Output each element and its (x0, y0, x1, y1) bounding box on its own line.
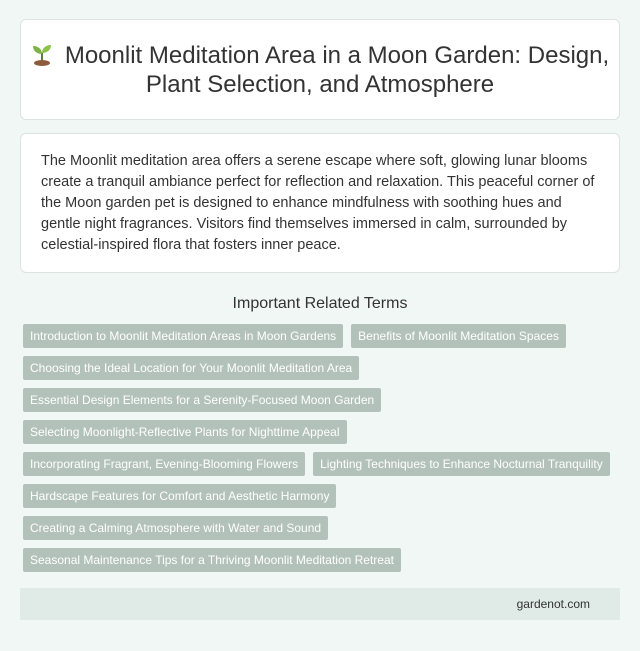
term-tag[interactable]: Incorporating Fragrant, Evening-Blooming Flowers (23, 452, 305, 476)
term-tag[interactable]: Introduction to Moonlit Meditation Areas in Moon Gardens (23, 324, 343, 348)
intro-card (20, 133, 620, 273)
term-tag[interactable]: Seasonal Maintenance Tips for a Thriving Moonlit Meditation Retreat (23, 548, 401, 572)
term-tag[interactable]: Essential Design Elements for a Serenity-Focused Moon Garden (23, 388, 381, 412)
page-title (21, 41, 619, 99)
term-tag[interactable]: Hardscape Features for Comfort and Aesthetic Harmony (23, 484, 336, 508)
related-terms-list (20, 324, 620, 572)
term-tag[interactable]: Creating a Calming Atmosphere with Water and Sound (23, 516, 328, 540)
header-card (20, 19, 620, 120)
footer-site-link[interactable]: gardenot.com (516, 597, 590, 611)
intro-text: The Moonlit meditation area offers a serene escape where soft, glowing lunar blooms create a tranquil ambiance perfect for reflection and relaxation. This peaceful corner of the Moon garden pet is designed to enhance mindfulness with soothing hues and gentle night fragrances. Visitors find themselves immersed in calm, surrounded by celestial-inspired flora that fosters inner peace. (41, 153, 595, 253)
footer (20, 588, 620, 620)
term-tag[interactable]: Selecting Moonlight-Reflective Plants for Nighttime Appeal (23, 420, 347, 444)
sprout-icon (31, 42, 53, 66)
related-terms-heading: Important Related Terms (232, 295, 408, 312)
page-title-text: Moonlit Meditation Area in a Moon Garden: Design, Plant Selection, and Atmosphere (64, 41, 610, 98)
term-tag[interactable]: Lighting Techniques to Enhance Nocturnal Tranquility (313, 452, 610, 476)
term-tag[interactable]: Choosing the Ideal Location for Your Moonlit Meditation Area (23, 356, 359, 380)
term-tag[interactable]: Benefits of Moonlit Meditation Spaces (351, 324, 566, 348)
